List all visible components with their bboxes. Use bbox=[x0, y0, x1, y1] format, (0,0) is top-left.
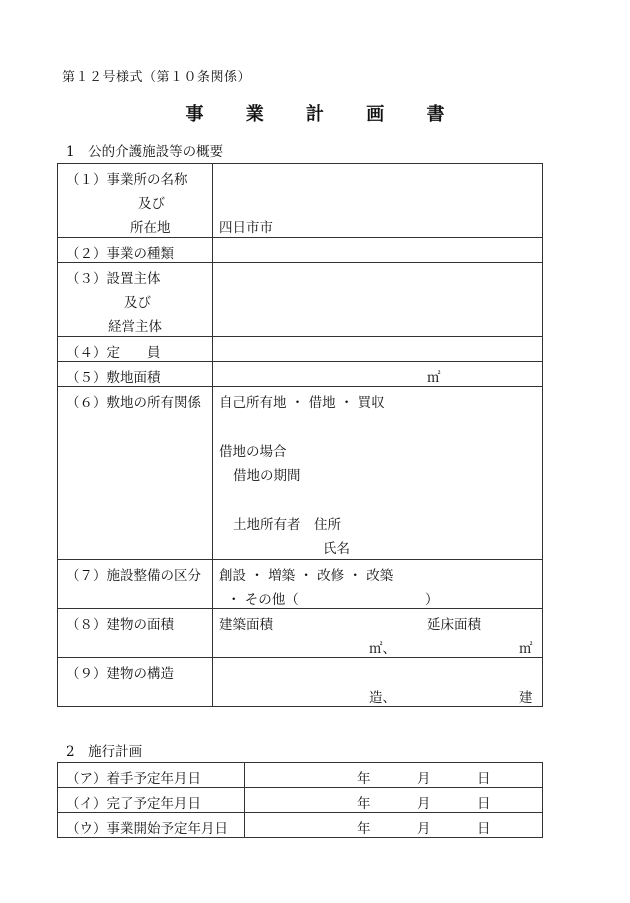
building-area-field[interactable] bbox=[213, 609, 543, 658]
unit-sqm: ㎡、 bbox=[369, 641, 396, 657]
table-row bbox=[58, 763, 543, 788]
landowner-address-label: 土地所有者 住所 bbox=[233, 517, 341, 533]
unit-sqm: ㎡ bbox=[519, 641, 533, 657]
building-structure-field[interactable] bbox=[213, 658, 543, 707]
total-floor-area-label: 延床面積 bbox=[427, 617, 481, 633]
structure-suffix: 造、 bbox=[369, 690, 396, 706]
completion-date-field[interactable] bbox=[245, 788, 543, 813]
business-start-date-label: （ウ）事業開始予定年月日 bbox=[66, 821, 228, 837]
year-label: 年 bbox=[357, 821, 371, 837]
office-name-address-field[interactable] bbox=[213, 164, 543, 238]
completion-date-label: （イ）完了予定年月日 bbox=[66, 796, 201, 812]
capacity-field[interactable] bbox=[213, 337, 543, 362]
month-label: 月 bbox=[417, 796, 431, 812]
row-label bbox=[58, 560, 213, 609]
table-row bbox=[58, 788, 543, 813]
label-line: 及び bbox=[124, 295, 151, 311]
schedule-table bbox=[57, 762, 543, 838]
start-date-field[interactable] bbox=[245, 763, 543, 788]
label-line: （８）建物の面積 bbox=[66, 617, 174, 633]
row-label bbox=[58, 362, 213, 387]
table-row bbox=[58, 387, 543, 560]
row-label bbox=[58, 609, 213, 658]
table-row bbox=[58, 337, 543, 362]
table-row bbox=[58, 813, 543, 838]
row-label bbox=[58, 387, 213, 560]
table-row bbox=[58, 164, 543, 238]
label-line: （６）敷地の所有関係 bbox=[66, 395, 201, 411]
table-row bbox=[58, 609, 543, 658]
table-row bbox=[58, 658, 543, 707]
year-label: 年 bbox=[357, 771, 371, 787]
month-label: 月 bbox=[417, 771, 431, 787]
row-label bbox=[58, 658, 213, 707]
construction-type-options[interactable]: 創設 ・ 増築 ・ 改修 ・ 改築 bbox=[219, 568, 394, 584]
table-row bbox=[58, 560, 543, 609]
row-label bbox=[58, 263, 213, 337]
label-line: （４）定 員 bbox=[66, 345, 161, 361]
day-label: 日 bbox=[477, 796, 491, 812]
building-area-label: 建築面積 bbox=[219, 617, 273, 633]
address-city: 四日市市 bbox=[219, 220, 273, 236]
label-line: （７）施設整備の区分 bbox=[66, 568, 201, 584]
founder-operator-field[interactable] bbox=[213, 263, 543, 337]
label-line: 及び bbox=[138, 196, 165, 212]
floors-suffix: 建 bbox=[519, 690, 533, 706]
month-label: 月 bbox=[417, 821, 431, 837]
facility-overview-table bbox=[57, 163, 543, 707]
table-row bbox=[58, 362, 543, 387]
document-title: 事 業 計 画 書 bbox=[185, 104, 463, 125]
label-line: （２）事業の種類 bbox=[66, 246, 174, 262]
label-line: 所在地 bbox=[130, 220, 171, 236]
label-line: （１）事業所の名称 bbox=[66, 172, 188, 188]
unit-sqm: ㎡ bbox=[427, 370, 441, 386]
table-row bbox=[58, 238, 543, 263]
label-line: 経営主体 bbox=[108, 319, 162, 335]
lease-case-label: 借地の場合 bbox=[219, 444, 287, 460]
year-label: 年 bbox=[357, 796, 371, 812]
lease-period-label: 借地の期間 bbox=[233, 468, 301, 484]
construction-type-field[interactable] bbox=[213, 560, 543, 609]
row-label bbox=[58, 164, 213, 238]
landowner-name-label: 氏名 bbox=[323, 541, 350, 557]
day-label: 日 bbox=[477, 771, 491, 787]
other-close-paren: ） bbox=[425, 592, 439, 608]
table-row bbox=[58, 263, 543, 337]
day-label: 日 bbox=[477, 821, 491, 837]
row-label bbox=[58, 763, 245, 788]
section1-heading: 1 公的介護施設等の概要 bbox=[66, 144, 224, 160]
label-line: （９）建物の構造 bbox=[66, 666, 174, 682]
row-label bbox=[58, 788, 245, 813]
other-option[interactable]: ・ その他（ bbox=[227, 592, 299, 608]
label-line: （３）設置主体 bbox=[66, 271, 161, 287]
business-type-field[interactable] bbox=[213, 238, 543, 263]
row-label bbox=[58, 813, 245, 838]
site-area-field[interactable] bbox=[213, 362, 543, 387]
ownership-options[interactable]: 自己所有地 ・ 借地 ・ 買収 bbox=[219, 395, 385, 411]
business-start-date-field[interactable] bbox=[245, 813, 543, 838]
site-ownership-field[interactable] bbox=[213, 387, 543, 560]
section2-heading: 2 施行計画 bbox=[66, 744, 143, 760]
label-line: （５）敷地面積 bbox=[66, 370, 161, 386]
row-label bbox=[58, 238, 213, 263]
start-date-label: （ア）着手予定年月日 bbox=[66, 771, 201, 787]
row-label bbox=[58, 337, 213, 362]
form-number: 第１２号様式（第１０条関係） bbox=[62, 70, 252, 85]
